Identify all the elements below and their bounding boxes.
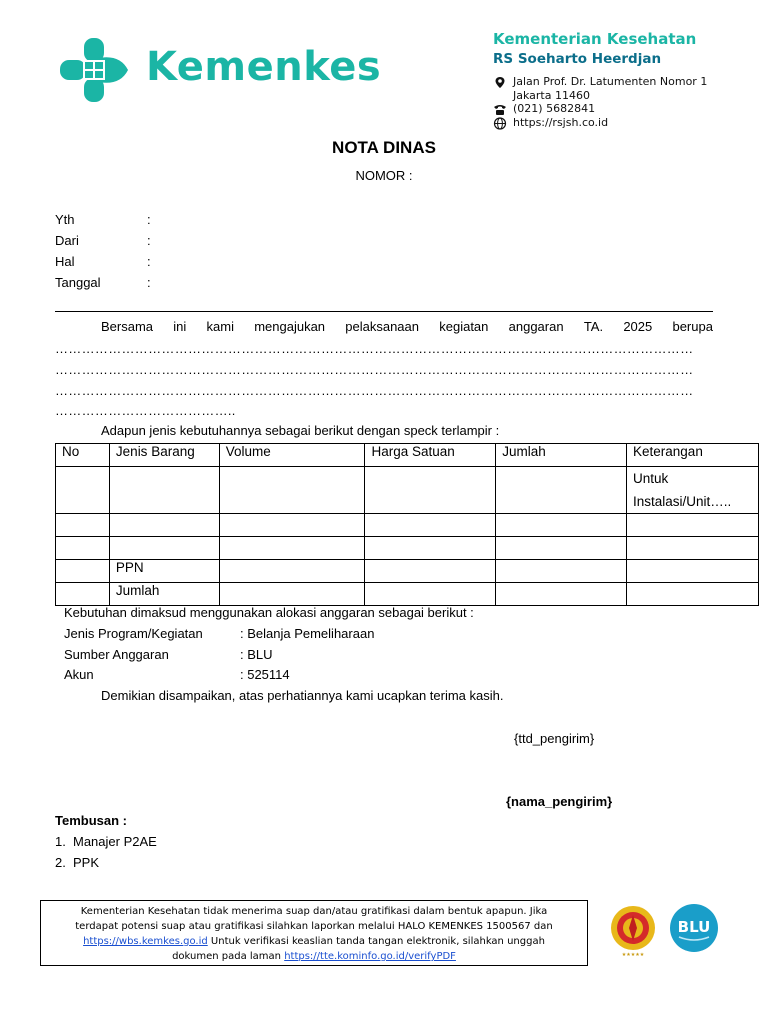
phone [493, 102, 763, 116]
table-cell [56, 514, 110, 537]
tembusan-number: 2. [55, 855, 66, 870]
document-title: NOTA DINAS [332, 138, 436, 157]
table-cell [627, 560, 759, 583]
tembusan-item [55, 855, 100, 870]
intro-word: ini [173, 319, 187, 334]
header-no: No [56, 444, 110, 467]
organization-info [493, 30, 763, 130]
table-cell [56, 537, 110, 560]
ministry-name: Kementerian Kesehatan [493, 30, 697, 48]
dotted-line: ……………………………………………………………………………………………………………………………… [55, 341, 694, 356]
budget-value-akun: : 525114 [240, 667, 290, 682]
notice-line: terdapat potensi suap atau gratifikasi silahkan laporkan melalui HALO KEMENKES 1500567 dan [75, 921, 553, 932]
verify-pdf-link[interactable]: https://tte.kominfo.go.id/verifyPDF [284, 951, 456, 962]
header-harga-satuan: Harga Satuan [365, 444, 496, 467]
dotted-line: ………………………………….. [55, 403, 236, 418]
intro-word: TA. [583, 319, 604, 334]
header-divider [55, 311, 713, 312]
field-colon: : [147, 233, 151, 248]
table-cell [365, 583, 496, 606]
blu-badge-icon [667, 903, 721, 953]
keterangan-line: Untuk [633, 471, 669, 486]
table-row [56, 537, 759, 560]
signature-placeholder: {ttd_pengirim} [514, 731, 595, 746]
table-cell [109, 537, 219, 560]
hospital-name: RS Soeharto Heerdjan [493, 51, 662, 67]
keterangan-cell [627, 467, 759, 514]
intro-paragraph [101, 319, 713, 334]
intro-word: kami [206, 319, 234, 334]
logo-text: Kemenkes [146, 44, 382, 90]
wbs-link[interactable]: https://wbs.kemkes.go.id [83, 936, 208, 947]
notice-line [41, 949, 587, 964]
table-cell [219, 583, 365, 606]
field-colon: : [147, 212, 151, 227]
table-cell [627, 583, 759, 606]
budget-intro: Kebutuhan dimaksud menggunakan alokasi anggaran sebagai berikut : [64, 605, 474, 620]
tembusan-item [55, 834, 157, 849]
table-cell [109, 514, 219, 537]
budget-value-sumber: : BLU [240, 647, 273, 662]
table-cell [56, 467, 110, 514]
table-cell [496, 583, 627, 606]
tembusan-text: PPK [73, 855, 100, 870]
table-cell [56, 583, 110, 606]
address-line2: Jakarta 11460 [513, 88, 590, 102]
blu-text: BLU [677, 918, 711, 936]
table-cell [365, 514, 496, 537]
table-row [56, 467, 759, 514]
address-line1: Jalan Prof. Dr. Latumenten Nomor 1 [513, 75, 708, 88]
ppn-label: PPN [109, 560, 219, 583]
intro-word: berupa [672, 319, 713, 334]
website [493, 116, 763, 130]
intro-word: Bersama [101, 319, 154, 334]
address [493, 75, 763, 102]
tembusan-title: Tembusan : [55, 813, 127, 828]
table-cell [496, 560, 627, 583]
table-cell [496, 467, 627, 514]
table-cell [365, 537, 496, 560]
keterangan-line: Instalasi/Unit….. [633, 494, 732, 509]
header-keterangan: Keterangan [627, 444, 759, 467]
header-volume: Volume [219, 444, 365, 467]
table-cell [219, 537, 365, 560]
document-number: NOMOR : [355, 168, 413, 183]
ppn-row [56, 560, 759, 583]
table-cell [219, 560, 365, 583]
table-cell [109, 467, 219, 514]
sender-name: {nama_pengirim} [506, 794, 613, 809]
intro-word: 2025 [623, 319, 653, 334]
budget-label-sumber: Sumber Anggaran [64, 647, 169, 662]
intro-word: kegiatan [439, 319, 489, 334]
dotted-line: ……………………………………………………………………………………………………………………………… [55, 383, 694, 398]
header-jenis-barang: Jenis Barang [109, 444, 219, 467]
intro-word: pelaksanaan [345, 319, 419, 334]
kemenkes-logo [58, 36, 388, 104]
notice-text: Untuk verifikasi keaslian tanda tangan elektronik, silahkan unggah [207, 936, 545, 947]
notice-text: dokumen pada laman [172, 951, 285, 962]
table-row [56, 514, 759, 537]
table-header-row [56, 444, 759, 467]
field-label: Yth [55, 212, 75, 227]
table-cell [496, 537, 627, 560]
svg-text:★★★★★: ★★★★★ [621, 952, 645, 957]
kemenkes-logo-mark [58, 36, 130, 104]
location-icon [493, 76, 507, 89]
budget-label-akun: Akun [64, 667, 94, 682]
quality-badge-icon [607, 905, 659, 957]
website-url[interactable]: https://rsjsh.co.id [513, 116, 609, 129]
table-cell [365, 560, 496, 583]
field-colon: : [147, 275, 151, 290]
budget-value-program: : Belanja Pemeliharaan [240, 626, 375, 641]
phone-icon [493, 103, 507, 116]
total-row [56, 583, 759, 606]
items-table [55, 443, 759, 606]
table-cell [219, 514, 365, 537]
table-cell [365, 467, 496, 514]
notice-line [41, 934, 587, 949]
items-intro: Adapun jenis kebutuhannya sebagai berikut dengan speck terlampir : [101, 423, 500, 438]
intro-word: anggaran [508, 319, 564, 334]
dotted-line: ……………………………………………………………………………………………………………………………… [55, 362, 694, 377]
table-cell [56, 560, 110, 583]
notice-line: Kementerian Kesehatan tidak menerima suap dan/atau gratifikasi dalam bentuk apapun. Jika [80, 906, 548, 917]
table-cell [627, 514, 759, 537]
budget-label-program: Jenis Program/Kegiatan [64, 626, 203, 641]
globe-icon [493, 117, 507, 130]
table-cell [219, 467, 365, 514]
tembusan-number: 1. [55, 834, 66, 849]
jumlah-label: Jumlah [109, 583, 219, 606]
header-jumlah: Jumlah [496, 444, 627, 467]
field-label: Tanggal [55, 275, 101, 290]
field-colon: : [147, 254, 151, 269]
phone-number: (021) 5682841 [513, 102, 596, 115]
table-cell [496, 514, 627, 537]
field-label: Dari [55, 233, 79, 248]
anti-gratification-notice [40, 900, 588, 966]
closing-text: Demikian disampaikan, atas perhatiannya kami ucapkan terima kasih. [101, 688, 504, 703]
table-cell [627, 537, 759, 560]
tembusan-text: Manajer P2AE [73, 834, 157, 849]
intro-word: mengajukan [254, 319, 326, 334]
field-label: Hal [55, 254, 75, 269]
